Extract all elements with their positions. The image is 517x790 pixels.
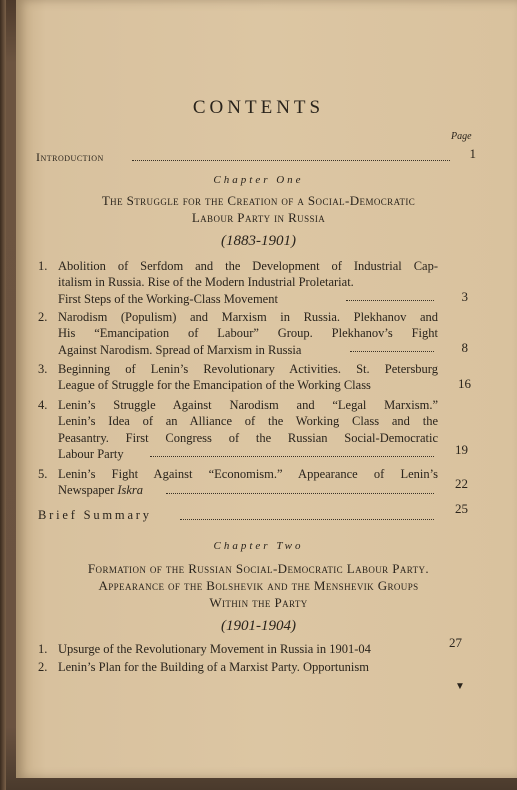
item-page: 22	[455, 476, 468, 491]
item-page: 8	[461, 340, 468, 355]
item-page: 19	[455, 442, 468, 457]
item-text: His “Emancipation of Labour” Group. Plekhanov’s Fight	[58, 326, 438, 341]
contents-heading: CONTENTS	[192, 97, 325, 118]
list-item	[38, 641, 448, 657]
brief-summary-label: Brief Summary	[38, 508, 152, 522]
item-number: 4.	[38, 398, 48, 412]
item-number: 5.	[38, 467, 48, 481]
introduction-label: Introduction	[36, 150, 104, 164]
item-number: 1.	[38, 642, 48, 656]
item-text: Lenin’s Fight Against “Economism.” Appearance of Lenin’s	[58, 467, 438, 481]
chapter-two-title-line3: Within the Party	[209, 595, 308, 610]
brief-summary-page: 25	[455, 501, 468, 516]
item-number: 3.	[38, 362, 48, 376]
item-text: Upsurge of the Revolutionary Movement in Russia in 1901-04	[58, 642, 371, 656]
leader-dots	[132, 160, 450, 161]
chapter-two-years: (1901-1904)	[221, 618, 296, 634]
chapter-one-label: Chapter One	[213, 174, 304, 186]
item-text: Labour Party	[58, 446, 124, 461]
leader-dots	[180, 519, 434, 520]
continue-arrow-icon: ▼	[455, 681, 465, 692]
item-text: Peasantry. First Congress of the Russian Social-Democratic	[58, 430, 438, 445]
leader-dots	[346, 300, 434, 301]
item-text: First Steps of the Working-Class Movement	[58, 291, 278, 306]
chapter-two-label: Chapter Two	[213, 540, 304, 552]
item-text: italism in Russia. Rise of the Modern Industrial Proletariat.	[58, 275, 354, 290]
item-text: League of Struggle for the Emancipation of the Working Class	[58, 378, 371, 393]
leader-dots	[150, 456, 434, 457]
chapter-one-title-line1: The Struggle for the Creation of a Social-Democratic	[101, 193, 416, 208]
list-item	[38, 361, 438, 394]
chapter-one-years: (1883-1901)	[221, 233, 296, 249]
item-number: 1.	[38, 259, 48, 273]
item-text: Abolition of Serfdom and the Development of Industrial Cap-	[58, 259, 438, 273]
item-text-italic: Iskra	[117, 483, 144, 498]
list-item	[38, 397, 438, 462]
page-column-label: Page	[451, 131, 472, 142]
item-text: Narodism (Populism) and Marxism in Russia. Plekhanov and	[58, 310, 438, 324]
item-page: 16	[458, 376, 471, 391]
item-text: Lenin’s Plan for the Building of a Marxist Party. Opportunism	[58, 660, 369, 674]
item-text: Lenin’s Struggle Against Narodism and “Legal Marxism.”	[58, 398, 438, 412]
item-number: 2.	[38, 310, 48, 324]
leader-dots	[166, 493, 434, 494]
item-text: Against Narodism. Spread of Marxism in Russia	[58, 342, 302, 357]
item-number: 2.	[38, 660, 48, 674]
item-text: Beginning of Lenin’s Revolutionary Activities. St. Petersburg	[58, 362, 438, 376]
item-page: 27	[449, 635, 462, 650]
item-page: 3	[461, 289, 468, 304]
item-text: Lenin’s Idea of an Alliance of the Working Class and the	[58, 414, 438, 429]
chapter-two-title-line1: Formation of the Russian Social-Democratic Labour Party.	[87, 561, 430, 576]
leader-dots	[350, 351, 434, 352]
list-item	[38, 659, 448, 675]
chapter-one-title-line2: Labour Party in Russia	[191, 210, 326, 225]
chapter-two-title-line2: Appearance of the Bolshevik and the Menshevik Groups	[98, 578, 419, 593]
item-text: Newspaper	[58, 483, 115, 498]
introduction-page: 1	[469, 146, 476, 161]
